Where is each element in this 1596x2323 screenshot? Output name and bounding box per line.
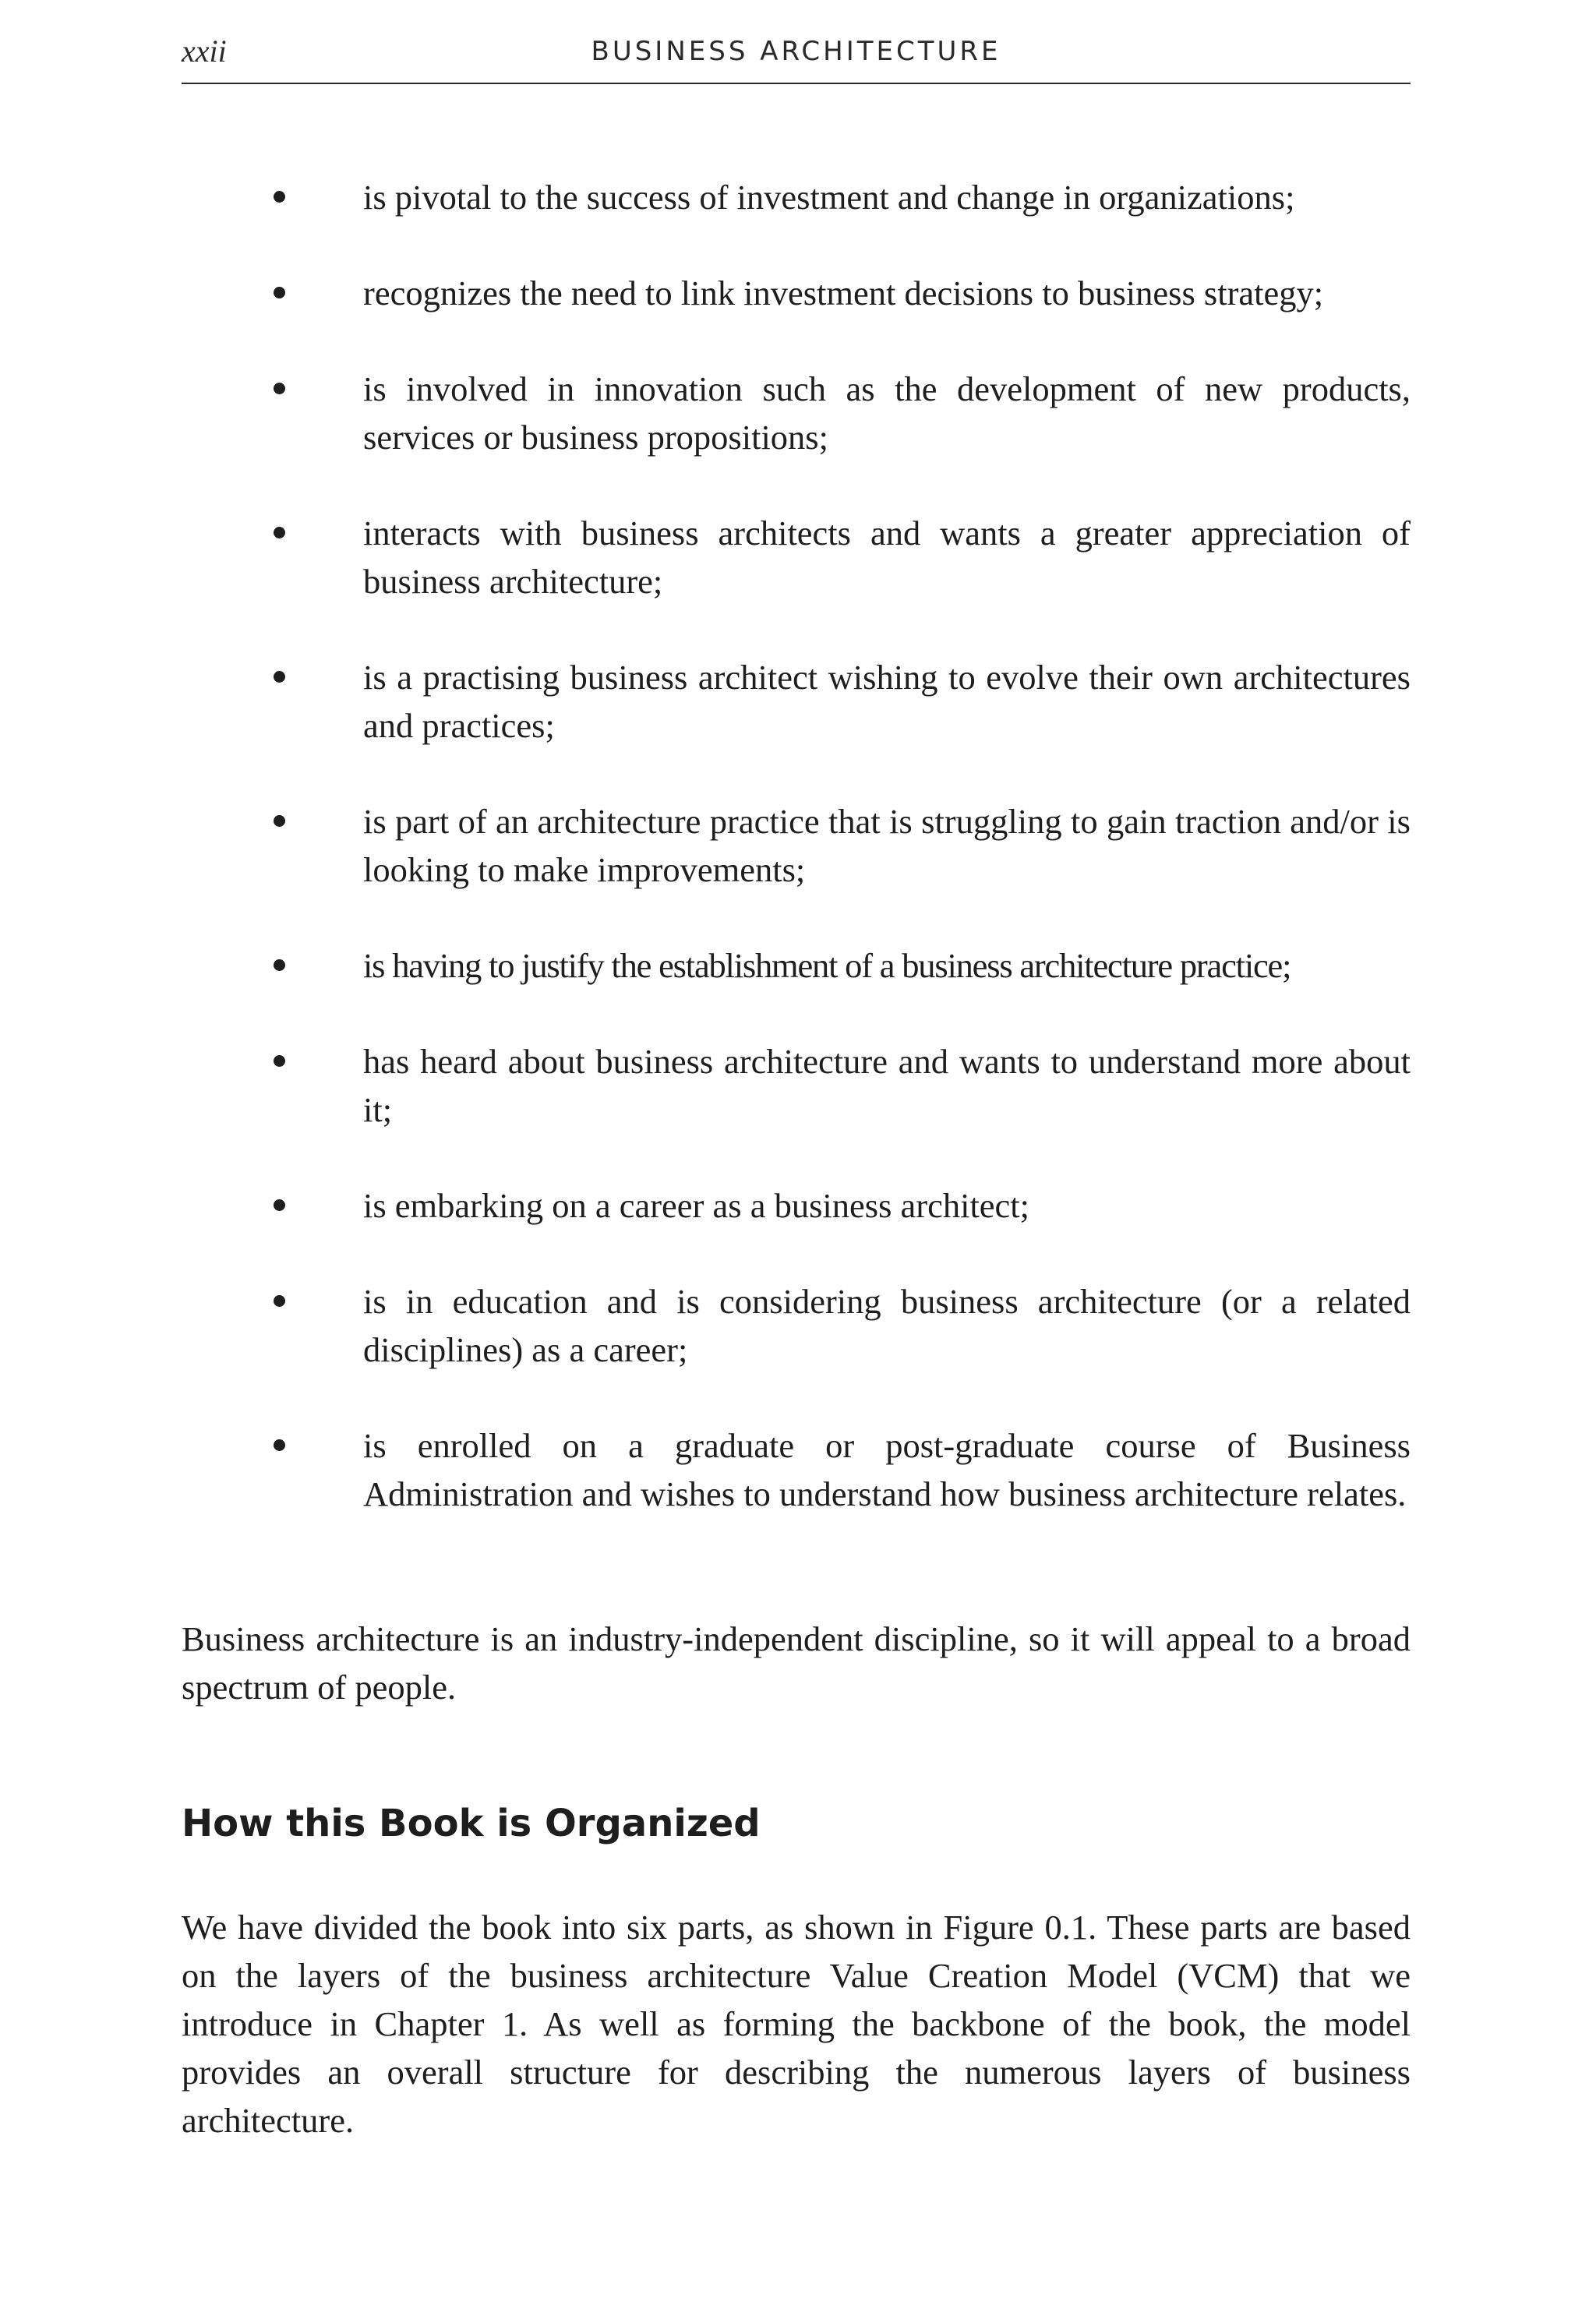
list-item	[182, 509, 1411, 605]
body-paragraph: We have divided the book into six parts, as shown in Figure 0.1. These parts are based on the layers of the business architecture Value Creation Model (VCM) that we introduce in Chapter 1. As well as forming the backbone of the book, the model provides an overall structure for describing the numerous layers of business architecture.	[182, 1908, 1411, 2140]
book-page	[182, 0, 1411, 2323]
list-item-text: is a practising business architect wishing to evolve their own architectures and practices;	[363, 658, 1411, 745]
audience-bullet-list	[182, 173, 1411, 1566]
list-item	[182, 797, 1411, 894]
list-item	[182, 1181, 1411, 1230]
list-item-text: interacts with business architects and wants a greater appreciation of business architecture;	[363, 514, 1411, 601]
list-item-text: recognizes the need to link investment decisions to business strategy;	[363, 274, 1324, 312]
bullet-icon	[274, 671, 285, 683]
list-item	[182, 1277, 1411, 1374]
page-number: xxii	[182, 34, 227, 69]
list-item-text: has heard about business architecture and wants to understand more about it;	[363, 1042, 1411, 1129]
bullet-icon	[274, 383, 285, 394]
list-item-text: is pivotal to the success of investment and change in organizations;	[363, 178, 1295, 217]
bullet-icon	[274, 1439, 285, 1451]
list-item-text: is embarking on a career as a business architect;	[363, 1186, 1030, 1225]
running-title: BUSINESS ARCHITECTURE	[591, 36, 1001, 67]
bullet-icon	[274, 287, 285, 298]
bullet-icon	[274, 527, 285, 538]
list-item-text: is part of an architecture practice that is struggling to gain traction and/or is looking to make improvements;	[363, 802, 1411, 889]
list-item	[182, 1037, 1411, 1134]
list-item	[182, 173, 1411, 221]
list-item-text: is having to justify the establishment of a business architecture practice;	[363, 946, 1291, 985]
bullet-icon	[274, 1295, 285, 1307]
running-header	[182, 31, 1411, 84]
list-item	[182, 653, 1411, 750]
bullet-icon	[274, 959, 285, 971]
list-item	[182, 269, 1411, 317]
list-item	[182, 365, 1411, 461]
bullet-icon	[274, 815, 285, 827]
bullet-icon	[274, 191, 285, 203]
list-item-text: is enrolled on a graduate or post-graduate course of Business Administration and wishes to understand how business architecture relates.	[363, 1426, 1411, 1513]
list-item-text: is in education and is considering business architecture (or a related disciplines) as a career;	[363, 1282, 1411, 1369]
section-heading: How this Book is Organized	[182, 1802, 761, 1845]
list-item	[182, 1421, 1411, 1518]
body-paragraph: Business architecture is an industry-independent discipline, so it will appeal to a broad spectrum of people.	[182, 1619, 1411, 1707]
list-item-text: is involved in innovation such as the development of new products, services or business propositions;	[363, 369, 1411, 457]
bullet-icon	[274, 1055, 285, 1067]
list-item	[182, 941, 1411, 990]
bullet-icon	[274, 1199, 285, 1211]
